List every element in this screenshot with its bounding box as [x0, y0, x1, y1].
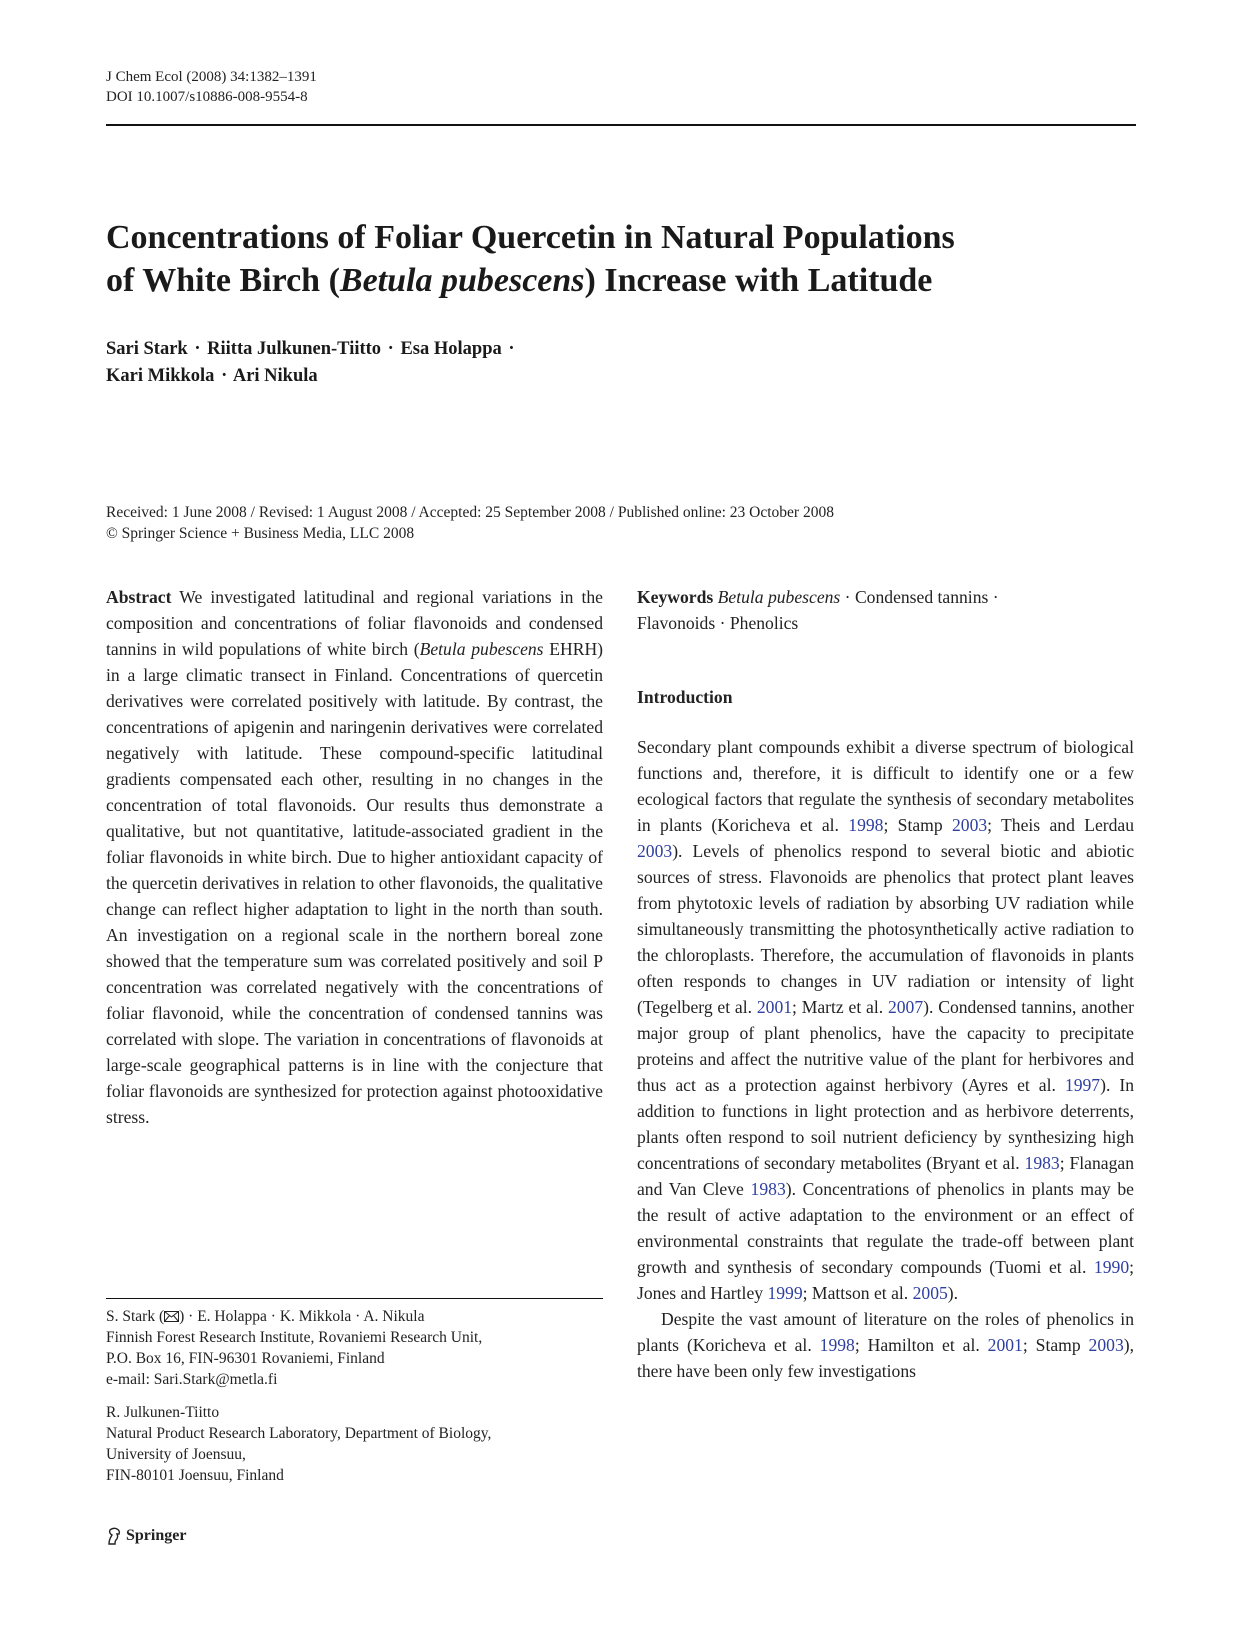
- authors-line-2: [106, 363, 517, 390]
- introduction-paragraph-2: [637, 1306, 1134, 1384]
- author: Kari Mikkola: [106, 366, 215, 386]
- paragraph-text: ). Condensed tannins, another major group of plant phenolics, have the capacity to precipitate proteins and affect the nutritive value of the plant for herbivores and thus act as a protection against herbivory (Ayres et al.: [637, 997, 1134, 1095]
- citation-link[interactable]: 2003: [1088, 1335, 1124, 1355]
- abstract: [106, 584, 603, 1130]
- author-separator: ·: [194, 339, 201, 359]
- paper-title: [106, 216, 1136, 302]
- keyword: Phenolics: [729, 613, 799, 633]
- affiliation-2-line: Natural Product Research Laboratory, Department of Biology,: [106, 1425, 492, 1442]
- journal-header: [106, 67, 317, 107]
- paragraph-text: Despite the vast amount of literature on the roles of phenolics in plants (Koricheva et al.: [637, 1309, 1134, 1355]
- keyword: Condensed tannins: [854, 587, 989, 607]
- paragraph-text: ; Mattson et al.: [802, 1283, 913, 1303]
- citation-link[interactable]: 1990: [1093, 1257, 1130, 1277]
- paragraph-text: ; Stamp: [1022, 1335, 1089, 1355]
- journal-citation: J Chem Ecol (2008) 34:1382–1391: [106, 69, 317, 85]
- citation-link[interactable]: 2007: [887, 997, 924, 1017]
- affiliation-1-authors: [106, 1306, 603, 1327]
- keywords: Keywords Betula pubescens · Condensed tannins · Flavonoids · Phenolics: [637, 587, 999, 633]
- paragraph-text: ; Hamilton et al.: [854, 1335, 988, 1355]
- paragraph-text: ). Levels of phenolics respond to several biotic and abiotic sources of stress. Flavonoids are phenolics that protect plant leaves from phytotoxic levels of radiation by absorbing UV radiation while simultaneously transmitting the photosynthetically active radiation to the chloroplasts. Therefore, the accumulation of flavonoids in plants often responds to changes in UV radiation or intensity of light (Tegelberg et al.: [637, 841, 1134, 1017]
- citation-link[interactable]: 2003: [637, 841, 673, 861]
- citation-link[interactable]: 1998: [848, 815, 884, 835]
- author-separator: ·: [221, 366, 228, 386]
- affiliation-2-line: R. Julkunen-Tiitto: [106, 1404, 220, 1421]
- abstract-column: [106, 584, 603, 1130]
- title-line-1: Concentrations of Foliar Quercetin in Natural Populations: [106, 219, 955, 256]
- abstract-species: Betula pubescens: [419, 639, 544, 659]
- citation-link[interactable]: 1999: [767, 1283, 803, 1303]
- paragraph-text: ; Jones and Hartley: [637, 1257, 1134, 1303]
- author: Esa Holappa: [400, 339, 502, 359]
- paragraph-text: Secondary plant compounds exhibit a diverse spectrum of biological functions and, therefore, it is difficult to identify one or a few ecological factors that regulate the synthesis of secondary metabolites in plants (Koricheva et al.: [637, 737, 1134, 835]
- author: Riitta Julkunen-Tiitto: [207, 339, 382, 359]
- citation-link[interactable]: 2003: [951, 815, 988, 835]
- right-column: [637, 584, 1134, 1384]
- paragraph-text: ). In addition to functions in light protection and as herbivore deterrents, plants often respond to soil nutrient deficiency by synthesizing high concentrations of secondary metabolites (Bryant et al.: [637, 1075, 1135, 1173]
- affiliations: [106, 1306, 603, 1486]
- publication-dates: [106, 502, 834, 544]
- copyright: © Springer Science + Business Media, LLC 2008: [106, 525, 415, 542]
- affil-1-pre: S. Stark (: [106, 1308, 165, 1325]
- keywords-label: Keywords: [637, 587, 714, 607]
- paragraph-text: ; Theis and Lerdau: [987, 815, 1135, 835]
- header-rule: [106, 124, 1136, 126]
- introduction-heading: Introduction: [637, 687, 733, 707]
- keyword: Betula pubescens: [717, 587, 841, 607]
- publisher-name: Springer: [126, 1527, 187, 1544]
- abstract-label: Abstract: [106, 587, 172, 607]
- author: Sari Stark: [106, 339, 188, 359]
- paragraph-text: ). Concentrations of phenolics in plants may be the result of active adaptation to the environment or an effect of environmental constraints that regulate the trade-off between plant growth and synthesis of secondary compounds (Tuomi et al.: [637, 1179, 1134, 1277]
- paragraph-text: ).: [947, 1283, 959, 1303]
- citation-link[interactable]: 2001: [987, 1335, 1023, 1355]
- author: Ari Nikula: [232, 366, 318, 386]
- affiliation-1-line: P.O. Box 16, FIN-96301 Rovaniemi, Finland: [106, 1350, 385, 1367]
- affil-1-post: ) · E. Holappa · K. Mikkola · A. Nikula: [179, 1308, 425, 1325]
- citation-link[interactable]: 1997: [1064, 1075, 1101, 1095]
- paragraph-text: ; Stamp: [883, 815, 952, 835]
- citation-link[interactable]: 1983: [1024, 1153, 1060, 1173]
- affiliation-2-line: University of Joensuu,: [106, 1446, 246, 1463]
- citation-link[interactable]: 1998: [819, 1335, 855, 1355]
- citation-link[interactable]: 2005: [912, 1283, 948, 1303]
- abstract-text-1: We investigated latitudinal and regional variations in the composition and concentrations of foliar flavonoids and condensed tannins in wild populations of white birch (: [106, 587, 603, 659]
- title-species: Betula pubescens: [339, 262, 585, 299]
- abstract-text-2: EHRH) in a large climatic transect in Finland. Concentrations of quercetin derivatives were correlated positively with latitude. By contrast, the concentrations of apigenin and naringenin derivatives were correlated negatively with latitude. These compound-specific latitudinal gradients compensated each other, resulting in no changes in the concentration of total flavonoids. Our results thus demonstrate a qualitative, but not quantitative, latitude-associated gradient in the foliar flavonoids in white birch. Due to higher antioxidant capacity of the quercetin derivatives in relation to other flavonoids, the qualitative change can reflect higher adaptation to light in the north than south. An investigation on a regional scale in the northern boreal zone showed that the temperature sum was correlated positively and soil P concentration was correlated negatively with the concentrations of foliar flavonoid, while the concentration of condensed tannins was correlated with slope. The variation in concentrations of flavonoids at large-scale geographical patterns is in line with the conjecture that foliar flavonoids are synthesized for protection against photooxidative stress.: [106, 639, 604, 1127]
- envelope-icon: [164, 1311, 179, 1322]
- affiliation-gap: [106, 1390, 603, 1402]
- author-list: [106, 336, 517, 390]
- title-line-2-pre: of White Birch (: [106, 262, 340, 299]
- history-dates: Received: 1 June 2008 / Revised: 1 August 2008 / Accepted: 25 September 2008 / Published online: 23 October 2008: [106, 504, 834, 521]
- citation-link[interactable]: 1983: [750, 1179, 786, 1199]
- paragraph-text: ; Flanagan and Van Cleve: [637, 1153, 1134, 1199]
- title-line-2-post: ) Increase with Latitude: [584, 262, 933, 299]
- author-separator: ·: [387, 339, 394, 359]
- paragraph-text: ; Martz et al.: [792, 997, 888, 1017]
- introduction-paragraph-1: [637, 734, 1134, 1306]
- publisher-logo: [106, 1526, 186, 1546]
- citation-link[interactable]: 2001: [756, 997, 793, 1017]
- title-line-2: [106, 259, 1136, 302]
- footnote-rule: [106, 1298, 603, 1299]
- keyword: Flavonoids: [637, 613, 716, 633]
- paragraph-text: ), there have been only few investigations: [637, 1335, 1134, 1381]
- affiliation-1-line: Finnish Forest Research Institute, Rovaniemi Research Unit,: [106, 1329, 483, 1346]
- springer-horse-icon: [106, 1527, 122, 1545]
- doi: DOI 10.1007/s10886-008-9554-8: [106, 89, 308, 105]
- author-separator: ·: [508, 339, 515, 359]
- affiliation-2-line: FIN-80101 Joensuu, Finland: [106, 1467, 284, 1484]
- affiliation-1-email: e-mail: Sari.Stark@metla.fi: [106, 1371, 278, 1388]
- authors-line-1: [106, 336, 517, 363]
